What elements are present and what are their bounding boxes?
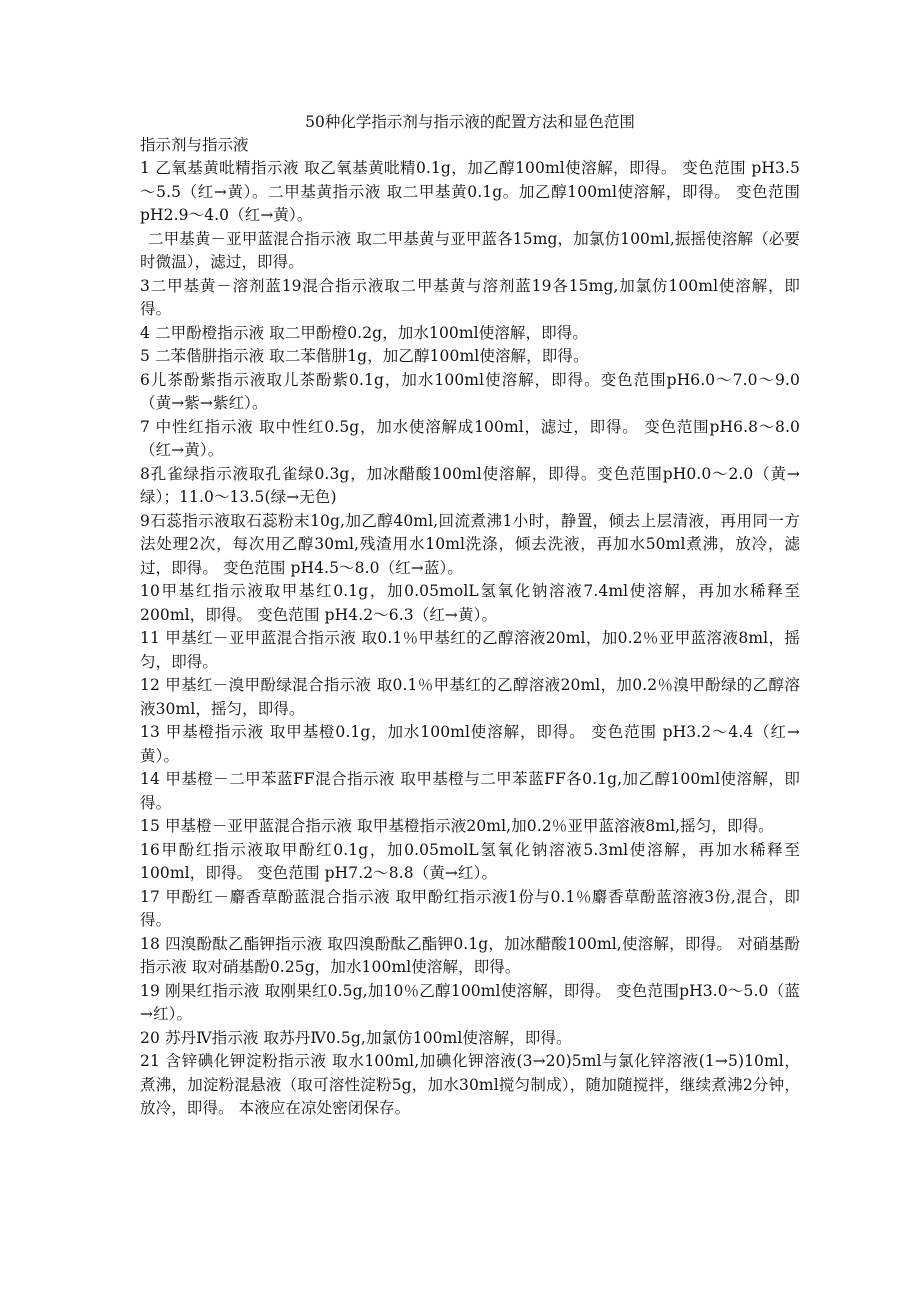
paragraph-2: 二甲基黄－亚甲蓝混合指示液 取二甲基黄与亚甲蓝各15mg，加氯仿100ml,振摇使溶解（必要时微温），滤过，即得。: [140, 229, 800, 271]
paragraph-11: 11 甲基红－亚甲蓝混合指示液 取0.1％甲基红的乙醇溶液20ml，加0.2％亚甲蓝溶液8ml，摇匀，即得。: [140, 629, 800, 671]
paragraph-20: 20 苏丹Ⅳ指示液 取苏丹Ⅳ0.5g,加氯仿100ml使溶解，即得。: [140, 1028, 572, 1047]
paragraph-9: 9石蕊指示液取石蕊粉末10g,加乙醇40ml,回流煮沸1小时，静置，倾去上层清液，再用同一方法处理2次，每次用乙醇30ml,残渣用水10ml洗涤，倾去洗液，再加水50ml煮沸，放冷，滤过，即得。 变色范围 pH4.5～8.0（红→蓝）。: [140, 511, 800, 577]
paragraph-17: 17 甲酚红－麝香草酚蓝混合指示液 取甲酚红指示液1份与0.1％麝香草酚蓝溶液3份,混合，即得。: [140, 887, 800, 929]
paragraph-3: 3二甲基黄－溶剂蓝19混合指示液取二甲基黄与溶剂蓝19各15mg,加氯仿100ml使溶解，即得。: [140, 276, 800, 318]
paragraph-14: 14 甲基橙－二甲苯蓝FF混合指示液 取甲基橙与二甲苯蓝FF各0.1g,加乙醇100ml使溶解，即得。: [140, 770, 800, 812]
paragraph-13: 13 甲基橙指示液 取甲基橙0.1g，加水100ml使溶解，即得。 变色范围 pH3.2～4.4（红→黄）。: [140, 723, 800, 765]
paragraph-21: 21 含锌碘化钾淀粉指示液 取水100ml,加碘化钾溶液(3→20)5ml与氯化锌溶液(1→5)10ml，煮沸，加淀粉混悬液（取可溶性淀粉5g，加水30ml搅匀制成），随加随搅拌，继续煮沸2分钟，放冷，即得。 本液应在凉处密闭保存。: [140, 1052, 800, 1117]
paragraph-16: 16甲酚红指示液取甲酚红0.1g，加0.05molL氢氧化钠溶液5.3ml使溶解，再加水稀释至100ml，即得。 变色范围 pH7.2～8.8（黄→红）。: [140, 840, 801, 882]
paragraph-19: 19 刚果红指示液 取刚果红0.5g,加10％乙醇100ml使溶解，即得。 变色范围pH3.0～5.0（蓝→红）。: [140, 981, 800, 1023]
paragraph-1: 1 乙氧基黄吡精指示液 取乙氧基黄吡精0.1g，加乙醇100ml使溶解，即得。 变色范围 pH3.5～5.5（红→黄）。二甲基黄指示液 取二甲基黄0.1g。加乙醇100ml使溶解，即得。 变色范围 pH2.9～4.0（红→黄）。: [140, 159, 800, 224]
paragraph-6: 6儿茶酚紫指示液取儿茶酚紫0.1g，加水100ml使溶解，即得。变色范围pH6.0～7.0～9.0（黄→紫→紫红）。: [140, 370, 800, 412]
paragraph-15: 15 甲基橙－亚甲蓝混合指示液 取甲基橙指示液20ml,加0.2％亚甲蓝溶液8ml,摇匀，即得。: [140, 817, 774, 835]
paragraph-18: 18 四溴酚酞乙酯钾指示液 取四溴酚酞乙酯钾0.1g，加冰醋酸100ml,使溶解，即得。 对硝基酚指示液 取对硝基酚0.25g，加水100ml使溶解，即得。: [140, 934, 800, 976]
document-title: 50种化学指示剂与指示液的配置方法和显色范围: [305, 113, 635, 131]
paragraph-7: 7 中性红指示液 取中性红0.5g，加水使溶解成100ml，滤过，即得。 变色范围pH6.8～8.0（红→黄）。: [140, 417, 800, 459]
paragraph-8: 8孔雀绿指示液取孔雀绿0.3g，加冰醋酸100ml使溶解，即得。变色范围pH0.0～2.0（黄→绿）；11.0～13.5(绿→无色): [140, 464, 800, 506]
document-page: [140, 110, 800, 1121]
paragraph-5: 5 二苯偕肼指示液 取二苯偕肼1g，加乙醇100ml使溶解，即得。: [140, 347, 589, 365]
section-heading: 指示剂与指示液: [140, 136, 249, 154]
paragraph-12: 12 甲基红－溴甲酚绿混合指示液 取0.1％甲基红的乙醇溶液20ml，加0.2％溴甲酚绿的乙醇溶液30ml，摇匀，即得。: [140, 676, 800, 718]
paragraph-10: 10甲基红指示液取甲基红0.1g，加0.05molL氢氧化钠溶液7.4ml使溶解，再加水稀释至200ml，即得。 变色范围 pH4.2～6.3（红→黄）。: [140, 582, 801, 624]
paragraph-4: 4 二甲酚橙指示液 取二甲酚橙0.2g，加水100ml使溶解，即得。: [140, 323, 588, 342]
